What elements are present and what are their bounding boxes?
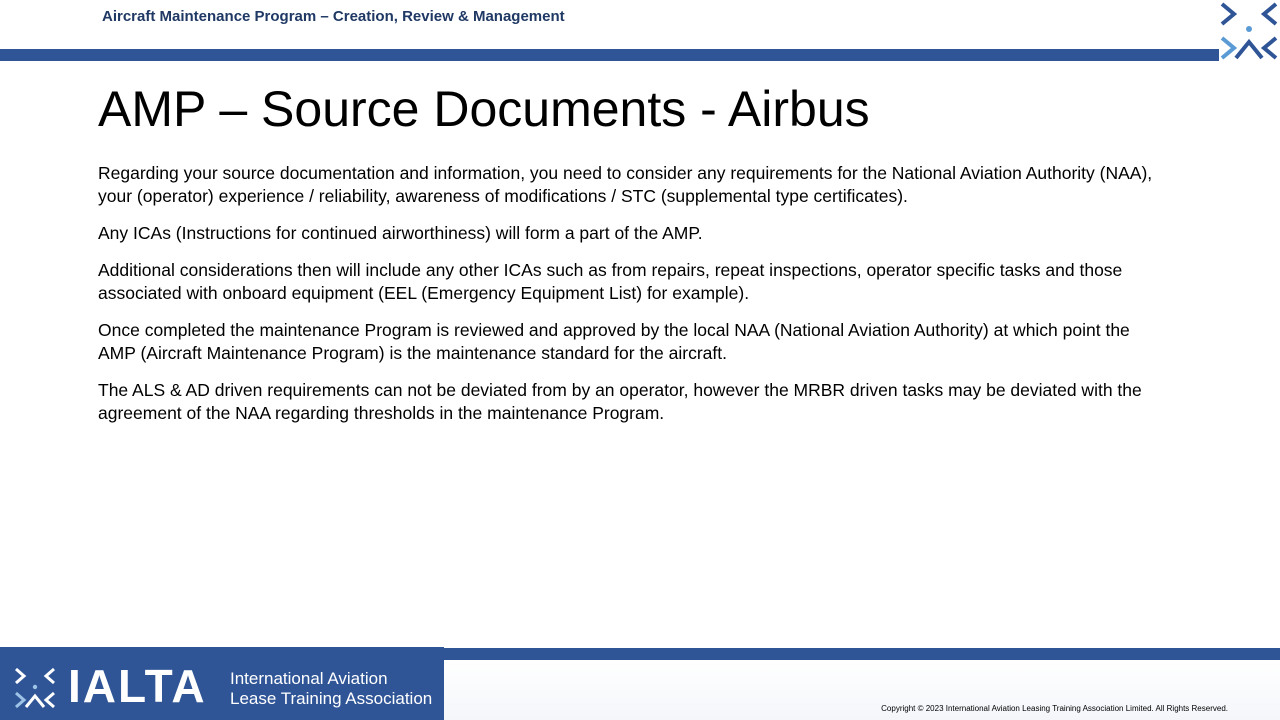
copyright-notice: Copyright © 2023 International Aviation Leasing Training Association Limited. All Rights Reserved. (881, 704, 1228, 713)
body-paragraph: The ALS & AD driven requirements can not be deviated from by an operator, however the MRBR driven tasks may be deviated with the agreement of the NAA regarding thresholds in the maintenance Program. (98, 380, 1142, 423)
footer-accent-bar (444, 648, 1280, 660)
header-accent-bar (0, 49, 1219, 61)
ialta-logo-icon (14, 667, 56, 709)
brand-subtitle-line: Lease Training Association (230, 689, 433, 708)
body-paragraph: Regarding your source documentation and information, you need to consider any requirements for the National Aviation Authority (NAA), your (operator) experience / reliability, awareness of modifications / STC (supplemental type certificates). (98, 163, 1153, 206)
body-paragraph: Additional considerations then will include any other ICAs such as from repairs, repeat inspections, operator specific tasks and those associated with onboard equipment (EEL (Emergency Equipment List) for example). (98, 260, 1123, 303)
body-paragraph: Any ICAs (Instructions for continued airworthiness) will form a part of the AMP. (98, 223, 703, 243)
brand-subtitle-line: International Aviation (230, 669, 388, 688)
header-title: Aircraft Maintenance Program – Creation, Review & Management (102, 8, 565, 25)
footer-brand-box (0, 647, 444, 720)
brand-wordmark: IALTA (68, 660, 207, 712)
slide-body (98, 162, 1168, 439)
brand-subtitle (230, 669, 432, 709)
ialta-logo-icon (1218, 0, 1280, 62)
slide-title: AMP – Source Documents - Airbus (98, 81, 870, 137)
body-paragraph: Once completed the maintenance Program is reviewed and approved by the local NAA (National Aviation Authority) at which point the AMP (Aircraft Maintenance Program) is the maintenance standard for the aircraft. (98, 320, 1130, 363)
